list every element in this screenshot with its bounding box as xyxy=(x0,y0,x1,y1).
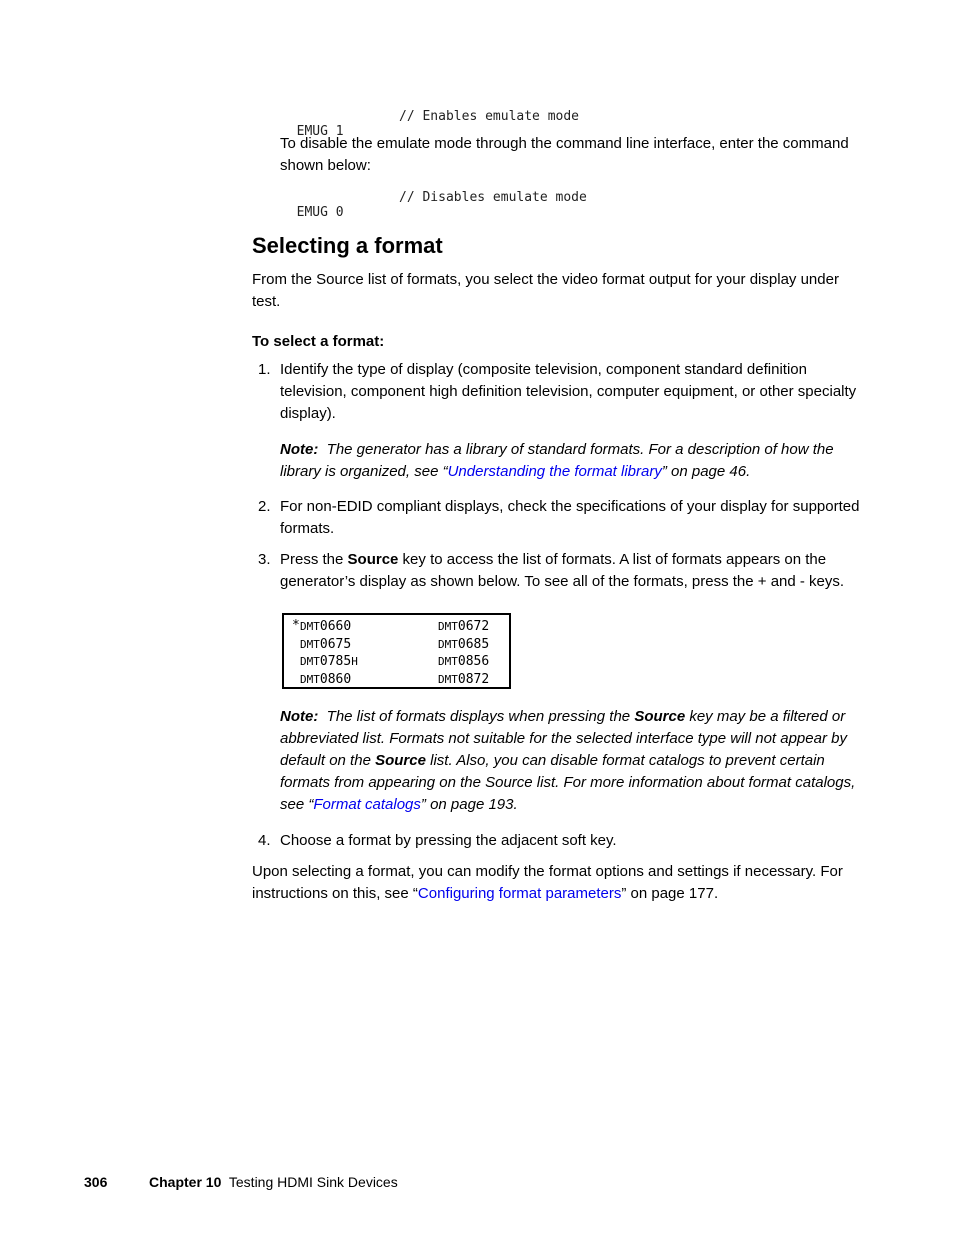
text-line: formats. xyxy=(280,520,335,537)
text-line: shown below: xyxy=(280,157,371,174)
step-number: 4. xyxy=(258,832,271,849)
format-entry xyxy=(300,653,358,671)
format-code: 0856 xyxy=(457,654,490,669)
format-prefix: DMT xyxy=(438,637,458,651)
note-text: default on the xyxy=(280,752,376,769)
text-line xyxy=(252,883,882,905)
text-line xyxy=(280,794,880,816)
note-text: ” on page 46. xyxy=(661,463,751,480)
text-line xyxy=(280,439,880,461)
note-text: key may be a filtered or xyxy=(685,708,846,725)
note-text: list. Also, you can disable format catalogs to prevent certain xyxy=(425,752,825,769)
format-code: 0685 xyxy=(457,636,490,652)
text-run: key to access the list of formats. A list of formats appears on the xyxy=(398,551,827,568)
paragraph-disable-emulate xyxy=(280,133,880,177)
format-list-display xyxy=(282,613,511,689)
text-line xyxy=(280,706,880,728)
text-line xyxy=(280,750,880,772)
text-line: television, component high definition television, computer equipment, or other specialty xyxy=(280,383,857,400)
step-3-text xyxy=(280,549,880,593)
step-number: 2. xyxy=(258,498,271,515)
text-line: display). xyxy=(280,405,336,422)
code-comment: // Disables emulate mode xyxy=(399,190,587,205)
format-prefix: DMT xyxy=(300,655,320,668)
format-entry xyxy=(300,636,351,654)
format-prefix: DMT xyxy=(300,637,320,651)
text-line: From the Source list of formats, you select the video format output for your display under xyxy=(252,271,839,288)
code-comment: // Enables emulate mode xyxy=(399,109,580,124)
format-entry xyxy=(438,618,489,636)
step-1-text xyxy=(280,359,880,425)
format-code: 0672 xyxy=(457,619,490,634)
format-code: 0860 xyxy=(319,671,352,687)
note-text: The generator has a library of standard formats. For a description of how the xyxy=(326,441,834,458)
note-text: ” on page 193. xyxy=(420,796,518,813)
note-label: Note: xyxy=(280,441,319,458)
step-number: 1. xyxy=(258,361,271,378)
code-line-disable xyxy=(281,190,587,220)
chapter-title: Testing HDMI Sink Devices xyxy=(228,1174,398,1190)
format-prefix: DMT xyxy=(438,655,458,668)
text-line: abbreviated list. Formats not suitable for the selected interface type will not appear by xyxy=(280,730,847,747)
source-key-label: Source xyxy=(347,551,399,568)
text-line: formats from appearing on the Source list. For more information about format catalogs, xyxy=(280,774,856,791)
chapter-label: Chapter 10 xyxy=(149,1174,222,1190)
text-run: Press the xyxy=(280,551,348,568)
format-prefix: DMT xyxy=(438,672,458,686)
note-label: Note: xyxy=(280,708,319,725)
note-text: see “ xyxy=(280,796,314,813)
format-prefix: DMT xyxy=(300,620,320,633)
text-line xyxy=(280,461,880,483)
format-prefix: DMT xyxy=(438,620,458,633)
note-library xyxy=(280,439,880,483)
link-format-catalogs[interactable]: Format catalogs xyxy=(313,796,421,813)
step-4-text: Choose a format by pressing the adjacent soft key. xyxy=(280,832,617,849)
selected-marker: * xyxy=(292,618,300,633)
page-number: 306 xyxy=(84,1174,108,1190)
format-entry xyxy=(300,671,351,689)
note-filtered-list xyxy=(280,706,880,816)
paragraph-intro xyxy=(252,269,882,313)
link-configuring-format-parameters[interactable]: Configuring format parameters xyxy=(417,885,622,902)
text-line: Identify the type of display (composite television, component standard definition xyxy=(280,361,807,378)
format-code: 0660 xyxy=(319,619,352,634)
text-line: For non-EDID compliant displays, check the specifications of your display for supported xyxy=(280,498,860,515)
format-code: 0872 xyxy=(457,671,490,687)
procedure-title: To select a format: xyxy=(252,333,385,350)
text-line: To disable the emulate mode through the command line interface, enter the command xyxy=(280,135,849,152)
section-heading: Selecting a format xyxy=(252,233,443,258)
text-line: Upon selecting a format, you can modify the format options and settings if necessary. For xyxy=(252,863,843,880)
note-text: The list of formats displays when pressing the xyxy=(326,708,635,725)
format-entry xyxy=(438,671,489,689)
text-line: generator’s display as shown below. To see all of the formats, press the + and - keys. xyxy=(280,573,845,590)
format-entry xyxy=(438,653,489,671)
text-run: instructions on this, see “ xyxy=(252,885,418,902)
text-line xyxy=(280,549,880,571)
code-command: EMUG 1 xyxy=(296,124,344,139)
text-line: test. xyxy=(252,293,281,310)
source-key-label: Source xyxy=(634,708,686,725)
format-entry xyxy=(438,636,489,654)
format-code: 0675 xyxy=(319,636,352,652)
format-prefix: DMT xyxy=(300,672,320,686)
step-number: 3. xyxy=(258,551,271,568)
format-entry xyxy=(300,618,351,636)
step-2-text xyxy=(280,496,880,540)
note-text: library is organized, see “ xyxy=(280,463,448,480)
running-footer xyxy=(149,1174,398,1190)
link-format-library[interactable]: Understanding the format library xyxy=(447,463,662,480)
text-run: ” on page 177. xyxy=(621,885,719,902)
source-key-label: Source xyxy=(375,752,426,769)
paragraph-closing xyxy=(252,861,882,905)
format-code: 0785 xyxy=(319,654,352,669)
format-suffix: H xyxy=(351,655,358,668)
code-command: EMUG 0 xyxy=(296,205,344,220)
